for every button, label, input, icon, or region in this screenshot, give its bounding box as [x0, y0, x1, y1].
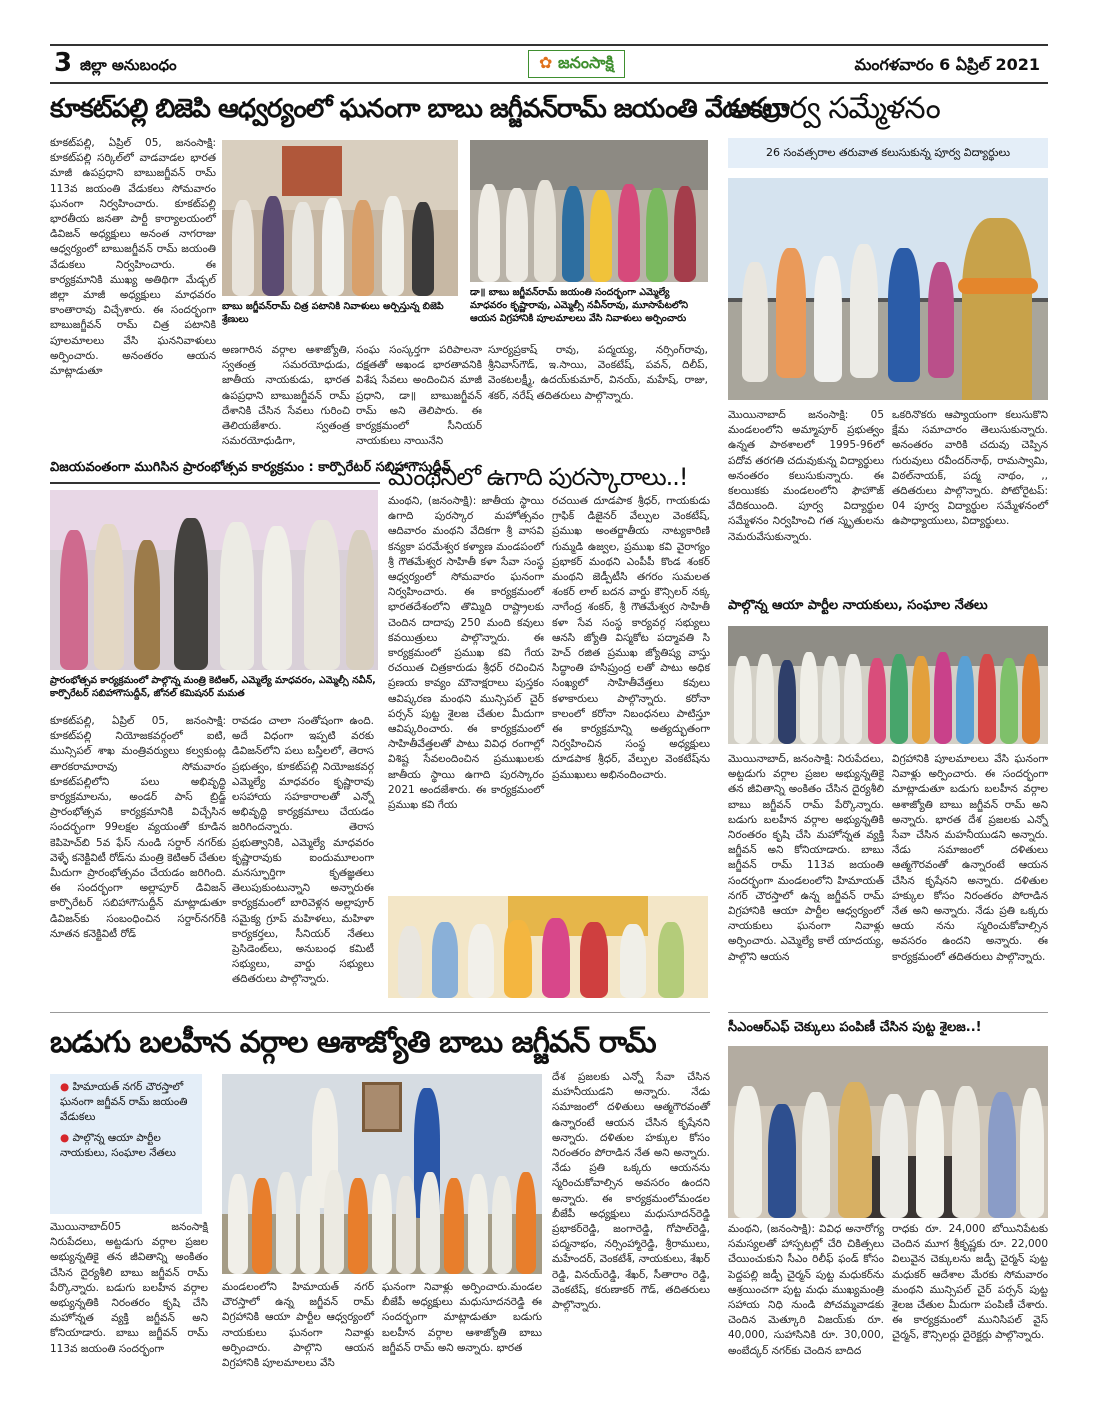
story1-headline: కూకట్‌పల్లి బిజెపి ఆధ్వర్యంలో ఘనంగా బాబు జగ్జీవన్‌రామ్ జయంతి వేడుకలు [50, 94, 789, 124]
divider [728, 1012, 1048, 1013]
story7-column-2: రాధకు రూ. 24,000 బోయినిపేటకు చెందిన మూగ శ్రీకృష్ణకు రూ. 22,000 విలువైన చెక్కులను జడ్పీ చైర్మన్ పుట్ట మధుకర్ ఆదేశాల మేరకు సోమవారం మంథని మున్సిపల్ చైర్ పర్సన్ పుట్ట శైలజ చేతుల మీదుగా పంపిణీ చేశారు. ఈ కార్యక్రమంలో మునిసిపల్ వైస్ చైర్మన్, కౌన్సిలర్లు దైరెక్టర్లు పాల్గొన్నారు. [892, 1223, 1048, 1342]
logo-text: జనంసాక్షి [557, 53, 614, 72]
story2-subhead-box [728, 138, 1048, 168]
story5-photo [728, 626, 1048, 744]
story5-column-1: మొయినాబాద్, జనంసాక్షి: నిరుపేదలు, అట్టడుగు వర్గాల ప్రజల అభ్యున్నతికై తన జీవితాన్ని అంకితం చేసిన దైర్యశీలి బాబు జగ్జీవన్ రామ్ పేర్కొన్నారు. బడుగు బలహీన వర్గాల అభ్యున్నతికి నిరంతరం కృషి చేసి మహోన్నత వ్యక్తి జగ్జీవన్ అని కోనియాడారు. బాబు జగ్జీవన్ రామ్ 113వ జయంతి సందర్భంగా మండలంలోని హిమాయత్ నగర్ చౌరస్తాలో ఉన్న జగ్జీవన్ రామ్ విగ్రహానికి ఆయా పార్టీల ఆధ్వర్యంలో నాయకులు ఘనంగా నివాళ్లు అర్పించారు. ఎమ్మెల్యే కాలే యాదయ్య, పాల్గొని ఆయన [728, 753, 884, 963]
story2-photo [728, 178, 1048, 400]
story3-caption: ప్రారంభోత్సవ కార్యక్రమంలో పాల్గొన్న మంత్రి కెటిఆర్, ఎమ్మెల్యే మాధవరం, ఎమ్మెల్సీ నవీన్, కార్పొరేటర్ సబిహాగౌసుద్దీన్, జోనల్ కమిషనర్ మమత [50, 675, 376, 699]
story1-column-1: కూకట్‌పల్లి, ఏప్రిల్ 05, జనంసాక్షి: కూకట్‌పల్లి సర్కిల్‌లో వాడవాడల భారత మాజీ ఉపప్రధాని బాబుజగ్జీవన్ రామ్ 113వ జయంతి వేడుకలు సోమవారం ఘనంగా నిర్వహించారు. కూకట్‌పల్లి భారతీయ జనతా పార్టీ కార్యాలయంలో డివిజన్ అధ్యక్షులు అనంత నాగరాజు ఆధ్వర్యంలో బాబుజగ్జీవన్ రామ్ జయంతి వేడుకలు నిర్వహించారు. ఈ కార్యక్రమానికి ముఖ్య అతిథిగా మేడ్చల్ జిల్లా మాజీ అధ్యక్షులు మాధవరం కాంతారావు విచ్చేశారు. ఈ సందర్భంగా బాబుజగ్జీవన్ రామ్ చిత్ర పటానికి పూలమాలలు వేసి ఘననివాళులు అర్పించారు. అనంతరం ఆయన మాట్లాడుతూ [50, 137, 216, 378]
story6-bullet-1: ● హిమాయత్ నగర్ చౌరస్తాలో ఘనంగా జగ్జీవన్ రామ్ జయంతి వేడుకలు [60, 1081, 188, 1123]
bullet-dot-icon: ● [60, 1081, 70, 1093]
story2-column-1: మొయినాబాద్ జనంసాక్షి: 05 మండలంలోని అమ్మాపూర్ ప్రభుత్వం ఉన్నత పాఠశాలలో 1995-96లో పదోవ తరగతి చదువుకున్న విద్యార్థులు అనంతరం కలుసుకున్నారు. ఈ కలయికకు మండలంలోని ఫౌహౌజ్ వేదికయింది. పూర్వ విద్యార్థుల సమ్మేళనం నిర్వహించి గత స్మృతులను నెమరువేసుకున్నారు. [728, 409, 884, 543]
story5-column-2: విగ్రహానికి పూలమాలలు వేసి ఘనంగా నివాళ్లు అర్పించారు. ఈ సందర్భంగా మాట్లాడుతూ బడుగు బలహీన వర్గాల ఆశాజ్యోతి బాబు జగ్జీవన్ రామ్ అని అన్నారు. భారత దేశ ప్రజలకు ఎన్నో సేవా చేసిన మహనీయుడని అన్నారు. నేడు సమాజంలో దళితులు ఆత్మగౌరవంతో ఉన్నారంటే ఆయన చేసిన కృషేనని అన్నారు. దళితుల హక్కుల కోసం నిరంతరం పోరాడిన నేత అని అన్నారు. నేడు ప్రతి ఒక్కరు ఆయ నను స్మరించుకోవాల్సిన అవసరం ఉందని అన్నారు. ఈ కార్యక్రమంలో తదితరులు పాల్గొన్నారు. [892, 753, 1048, 963]
story1-caption-2: డా॥ బాబు జగ్జీవన్‌రామ్ జయంతి సందర్భంగా ఎమ్మెల్యే మాధవరం కృష్ణారావు, ఎమ్మెల్సీ నవీన్‌రావు, మూసాపేటలోని ఆయన విగ్రహానికి పూలమాలలు వేసి నివాళులు అర్పించారు [470, 287, 689, 324]
story2-headline: అపూర్వ సమ్మేళనం [728, 91, 940, 126]
page-number: 3 [54, 48, 73, 78]
issue-date: మంగళవారం 6 ఏప్రిల్ 2021 [854, 55, 1040, 74]
story6-bullet-2: ● పాల్గొన్న ఆయా పార్టీల నాయకులు, సంఘాల నేతలు [60, 1132, 176, 1159]
divider [50, 1012, 710, 1013]
story6-column-2: మండలంలోని హిమాయత్ నగర్ చౌరస్తాలో ఉన్న జగ్జీవన్ రామ్ విగ్రహానికి ఆయా పార్టీల ఆధ్వర్యంలో నాయకులు ఘనంగా నివాళ్లు అర్పించారు. పాల్గొని ఆయన విగ్రహానికి పూలమాలలు వేసి [222, 1281, 374, 1370]
story1-column-2: అణగారిన వర్గాల ఆశాజ్యోతి, స్వతంత్ర సమరయోధుడు, జాతీయ నాయకుడు, భారత ఉపప్రధాని బాబుజగ్జీవన్ రామ్ దేశానికి చేసిన సేవలు గురించి తెలియజేశారు. స్వతంత్ర సమరయోధుడిగా, [222, 344, 350, 448]
story1-column-4: సూర్యప్రకాష్ రావు, పద్మయ్య, నర్సింగ్‌రావు, శ్రీనివాస్‌గౌడ్, ఇ.సాయి, వెంకటేష్, పవన్, దిలీప్, వెంకటలక్ష్మీ, ఉదయ్‌కుమార్, వినయ్, మహేష్, రాజు, శకర్, నరేష్ తదితరులు పాల్గొన్నారు. [488, 344, 708, 402]
story1-photo-2 [470, 140, 708, 282]
story3-column-2: రావడం చాలా సంతోషంగా ఉంది. అదే విధంగా ఇప్పటి వరకు డివిజన్‌లోని పలు బస్తీలలో, తెరాస ప్రభుత్వం, కూకట్‌పల్లి నియోజకవర్గ ఎమ్మెల్యే మాధవరం కృష్ణారావు లసహాయ సహకారాలతో ఎన్నో అభివృద్ధి కార్యక్రమాలు చేయడం జరిగిందన్నారు. తెరాస ప్రభుత్వానికి, ఎమ్మెల్యే మాధవరం కృష్ణారావుకు ఐందుమూలంగా మనస్ఫూర్తిగా కృతజ్ఞతలు తెలుపుకుంటున్నాని అన్నారుఈ కార్యక్రమంలో బారివెళ్లన అల్లాపూర్ సమైక్య గ్రూప్ మహిళలు, మహిళా కార్యకర్తలు, సీనియర్ నేతలు ప్రెసిడెంట్‌లు, అనుబంధ కమిటీ సభ్యులు, వార్డు సభ్యులు తదితరులు పాల్గొన్నారు. [232, 715, 374, 986]
logo [528, 50, 625, 78]
story6-photo [222, 1074, 542, 1274]
bullet-dot-icon: ● [60, 1132, 70, 1144]
story3-photo [50, 490, 378, 670]
story6-column-4: దేశ ప్రజలకు ఎన్నో సేవా చేసిన మహనీయుడని అన్నారు. నేడు సమాజంలో దళితులు ఆత్మగౌరవంతో ఉన్నారంటే ఆయన చేసిన కృషేనని అన్నారు. దళితుల హక్కుల కోసం నిరంతరం పోరాడిన నేత అని అన్నారు. నేడు ప్రతి ఒక్కరు ఆయనను స్మరించుకోవాల్సిన అవసరం ఉందని అన్నారు. ఈ కార్యక్రమంలోమండల బీజేపీ అధ్యక్షులు మధుసూదన్‌రెడ్డి ప్రభాకర్‌రెడ్డి, జంగారెడ్డి, గోపాల్‌రెడ్డి, పద్మనాభం, నర్సింహ్మారెడ్డి, శ్రీరాములు, మహేందర్, వెంకటేశ్, నాయకులు, శేఖర్ రెడ్డి, వినయ్‌రెడ్డి, శేఖర్, సీతారాం రెడ్డి, వెంకటేష్, కరుణాకర్ గౌడ్, తదితరులు పాల్గొన్నారు. [552, 1071, 710, 1312]
logo-leaf-icon: ✿ [539, 53, 553, 72]
story7-headline: సీఎంఆర్‌ఎఫ్ చెక్కులు పంపిణీ చేసిన పుట్ట శైలజ..! [728, 1020, 982, 1035]
story6-highlights-box [50, 1074, 202, 1214]
story2-column-2: ఒకరినొకరు ఆప్యాయంగా కలుసుకొని క్షేమ సమాచారం తెలుసుకున్నారు. అనంతరం వారికి చదువు చెప్పిన గురువులు రవీందర్‌నాథ్, రామస్వామి, విఠల్‌నాయక్, పద్మ నాథం, ,, తదితరులు పాల్గొన్నారు. పోటోరైటప్: 04 పూర్వ విద్యార్థుల సమ్మేళనంలో ఉపాధ్యాయులు, విద్యార్థులు. [892, 409, 1048, 528]
story4-headline: మంథనిలో ఉగాది పురస్కారాలు..! [388, 463, 688, 491]
story1-photo-1 [222, 140, 458, 296]
story6-headline: బడుగు బలహీన వర్గాల ఆశాజ్యోతి బాబు జగ్జీవన్ రామ్ [50, 1025, 656, 1060]
story1-caption-1: బాబు జగ్జీవన్‌రామ్ చిత్ర పటానికి నివాళులు అర్పిస్తున్న బిజెపి శ్రేణులు [222, 301, 444, 325]
story1-column-3: సంఘ సంస్కర్తగా పరిపాలనా దక్షతతో అఖండ భారతావనికి విశేష సేవలు అందించిన మాజీ ప్రధాని, డా॥ బాబుజగ్జీవన్ రామ్ అని తెలిపారు. ఈ కార్యక్రమంలో సీనియర్ నాయకులు నాయినేని [356, 344, 482, 448]
story6-column-3: ఘనంగా నివాళ్లు అర్పించారు.మండల బీజేపీ అధ్యక్షులు మధుసూదనరెడ్డి ఈ సందర్భంగా మాట్లాడుతూ బడుగు బలహీన వర్గాల ఆశాజ్యోతి బాబు జగ్జీవన్ రామ్ అని అన్నారు. భారత [382, 1281, 542, 1354]
story6-column-1: మొయినాబాద్05 జనంసాక్షి నిరుపేదలు, అట్టడుగు వర్గాల ప్రజల అభ్యున్నతికై తన జీవితాన్ని అంకితం చేసిన దైర్యశీలి బాబు జగ్జీవన్ రామ్ పేర్కొన్నారు. బడుగు బలహీన వర్గాల అభ్యున్నతికి నిరంతరం కృషి చేసి మహోన్నత వ్యక్తి జగ్జీవన్ అని కోనియాడారు. బాబు జగ్జీవన్ రామ్ 113వ జయంతి సందర్భంగా [50, 1221, 208, 1355]
story5-headline: పాల్గొన్న ఆయా పార్టీల నాయకులు, సంఘాల నేతలు [728, 598, 988, 613]
story4-photo [388, 896, 708, 998]
story4-column-2: రచయిత దూడపాక శ్రీధర్, గాయకుడు గ్రాఫిక్ డిజైనర్ వేల్పుల వెంకటేష్, ప్రముఖ అంతర్జాతీయ నాట్యకారిణి గుమ్మడి ఉజ్వల, ప్రముఖ కవి వైరాగ్యం ప్రభాకర్ మంథని ఎంపీపీ కొండ శంకర్ మంథని జెడ్పీటీసి తగరం సుమలత శంకర్ లాల్ బదన వార్డు కౌన్సిలర్ నక్క నాగేంద్ర శంకర్, శ్రీ గౌతమేశ్వర సాహితీ కళా సేవ సంస్థ కార్యవర్గ సభ్యులు ఆనసి జ్యోతి విస్మకోట పద్మావతి సి హెచ్ రజిత ప్రముఖ జ్యోతిష్య వాస్తు సిద్ధాంతి హసిప్రుంద్ర లతో పాటు అధిక సంఖ్యలో సాహితీవేత్తలు కవులు కళాకారులు పాల్గొన్నారు. కరోనా కాలంలో కరోనా నిబంధనలు పాటిస్తూ ఈ కార్యక్రమాన్ని అత్యద్భుతంగా నిర్వహించిన సంస్థ అధ్యక్షులు దూడపాక శ్రీధర్, వేల్పుల వెంకటేష్‌ను ప్రముఖులు అభినందించారు. [552, 495, 710, 781]
story2-subhead: 26 సంవత్సరాల తరువాత కలుసుకున్న పూర్వ విద్యార్థులు [765, 146, 1011, 159]
story7-photo [728, 1046, 1048, 1218]
masthead [50, 44, 1048, 84]
story3-column-1: కూకట్‌పల్లి, ఏప్రిల్ 05, జనంసాక్షి: కూకట్‌పల్లి నియోజకవర్గంలో ఐటి, మున్సిపల్ శాఖ మంత్రివర్యులు కల్వకుంట్ల తారకరామారావు సోమవారం కూకట్‌పల్లిలోని పలు అభివృద్ధి కార్యక్రమాలను, అండర్ పాస్ బ్రిడ్జ్ ప్రారంభోత్సవ కార్యక్రమానికి విచ్చేసిన సందర్భంగా 99లక్షల వ్యయంతో కూడిన కెపిహెచ్‌బి 5వ ఫేస్ నుండి సర్దార్ నగర్‌కు వెళ్ళే కనెక్టివిటీ రోడ్‌ను మంత్రి కెటిఆర్ చేతుల మీదుగా ప్రారంభోత్సవం చేయడం జరిగింది. ఈ సందర్భంగా అల్లాపూర్ డివిజన్ కార్పొరేటర్ సబిహాగౌసుద్దీన్ మాట్లాడుతూ డివిజన్‌కు సంబంధించిన సర్దార్‌నగర్‌కి నూతన కనెక్టివిటీ రోడ్ [50, 715, 226, 940]
story7-column-1: మంథని, (జనంసాక్షి): వివిధ అనారోగ్య సమస్యలతో హాస్పటల్లో చేరి చికిత్సలు చేయించుకుని సీఎం రిలీఫ్ ఫండ్ కోసం పెద్దపల్లి జడ్పీ చైర్మన్ పుట్ట మధుకర్‌ను ఆశ్రయించగా పుట్ట మధు ముఖ్యమంత్రి సహాయ నిధి నుండి పోచమ్మవాడకు చెందిన మెత్కూరి విజయ్‌కు రూ. 40,000, సుహాసినికి రూ. 30,000, అంబేద్కర్ నగర్‌కు చెందిన బాదిద [728, 1223, 884, 1357]
section-name: జిల్లా అనుబంధం [80, 56, 177, 74]
story3-headline: విజయవంతంగా ముగిసిన ప్రారంభోత్సవ కార్యక్రమం : కార్పొరేటర్ సబిహాగౌసుద్దీన్ [50, 460, 380, 484]
story4-column-1: మంథని, (జనంసాక్షి): జాతీయ స్థాయి ఉగాది పురస్కార మహోత్సవం ఆదివారం మంథని వేదికగా శ్రీ వాసవి కన్యకా పరమేశ్వర కళ్యాణ మండపంలో శ్రీ గౌతమేశ్వర సాహితీ కళా సేవా సంస్థ ఆధ్వర్యంలో సోమవారం ఘనంగా నిర్వహించారు. ఈ కార్యక్రమంలో భారతదేశంలోని తొమ్మిది రాష్ట్రాలకు చెందిన దాదాపు 250 మంది కవులు కవయిత్రులు పాల్గొన్నారు. ఈ కార్యక్రమంలో ప్రముఖ కవి గేయ రచయిత చిత్రకారుడు శ్రీధర్ రచించిన ప్రణయ కావ్యం మౌనాక్షరాలు పుస్తకం ఆవిష్కరణ మంథని మున్సిపల్ చైర్ పర్సన్ పుట్ట శైలజ చేతుల మీదుగా ఆవిష్కరించారు. ఈ కార్యక్రమంలో సాహితీవేత్తలతో పాటు వివిధ రంగాల్లో విశిష్ట సేవలందించిన ప్రముఖులకు జాతీయ స్థాయి ఉగాది పురస్కారం 2021 అందజేశారు. ఈ కార్యక్రమంలో ప్రముఖ కవి గేయ [388, 495, 544, 812]
